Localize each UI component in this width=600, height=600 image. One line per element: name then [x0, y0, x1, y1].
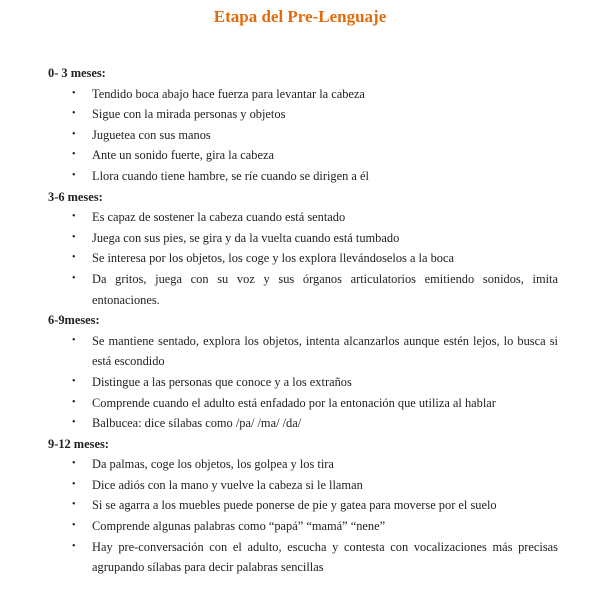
bullet-icon: •: [72, 108, 76, 120]
list-item-text: Da palmas, coge los objetos, los golpea y los tira: [92, 457, 334, 472]
bullet-list: [48, 331, 558, 434]
bullet-icon: •: [72, 272, 76, 284]
section-heading: 0- 3 meses:: [48, 66, 106, 80]
list-item-text: Juega con sus pies, se gira y da la vuelta cuando está tumbado: [92, 230, 400, 245]
bullet-icon: •: [72, 375, 76, 387]
bullet-icon: •: [72, 169, 76, 181]
bullet-icon: •: [72, 231, 76, 243]
section-6-9-months: [48, 310, 558, 434]
list-item: [48, 537, 558, 578]
bullet-icon: •: [72, 87, 76, 99]
list-item: [48, 516, 558, 537]
list-item-text: Comprende algunas palabras como “papá” “mamá” “nene”: [92, 519, 386, 534]
bullet-icon: •: [72, 417, 76, 429]
bullet-icon: •: [72, 499, 76, 511]
list-item: [48, 413, 558, 434]
list-item: [48, 454, 558, 475]
bullet-icon: •: [72, 478, 76, 490]
list-item-text: Sigue con la mirada personas y objetos: [92, 107, 286, 122]
bullet-icon: •: [72, 520, 76, 532]
section-9-12-months: [48, 434, 558, 578]
list-item: [48, 84, 558, 105]
bullet-list: [48, 454, 558, 578]
document-body: [48, 63, 558, 578]
bullet-icon: •: [72, 149, 76, 161]
list-item-text: Balbucea: dice sílabas como /pa/ /ma/ /da/: [92, 416, 302, 431]
list-item: [48, 207, 558, 228]
list-item-text: Distingue a las personas que conoce y a los extraños: [92, 374, 352, 389]
list-item: [48, 145, 558, 166]
list-item-text: Ante un sonido fuerte, gira la cabeza: [92, 148, 274, 163]
list-item-text: Llora cuando tiene hambre, se ríe cuando se dirigen a él: [92, 168, 369, 183]
list-item-text: Si se agarra a los muebles puede ponerse de pie y gatea para moverse por el suelo: [92, 498, 497, 513]
list-item: [48, 166, 558, 187]
bullet-icon: •: [72, 458, 76, 470]
section-0-3-months: [48, 63, 558, 187]
bullet-icon: •: [72, 252, 76, 264]
list-item: [48, 269, 558, 310]
list-item-text: Da gritos, juega con su voz y sus órganos articulatorios emitiendo sonidos, imita entonaciones.: [92, 271, 558, 307]
list-item-text: Hay pre-conversación con el adulto, escucha y contesta con vocalizaciones más precisas agrupando sílabas para decir palabras sencillas: [92, 539, 558, 575]
list-item: [48, 393, 558, 414]
bullet-list: [48, 84, 558, 187]
list-item: [48, 248, 558, 269]
list-item: [48, 372, 558, 393]
list-item-text: Comprende cuando el adulto está enfadado por la entonación que utiliza al hablar: [92, 395, 496, 410]
page-title: Etapa del Pre-Lenguaje: [213, 7, 387, 26]
section-heading: 3-6 meses:: [48, 189, 103, 204]
list-item: [48, 125, 558, 146]
section-heading: 9-12 meses:: [48, 436, 109, 451]
bullet-icon: •: [72, 128, 76, 140]
list-item-text: Se mantiene sentado, explora los objetos, intenta alcanzarlos aunque estén lejos, lo busca si está escondido: [92, 333, 558, 369]
bullet-list: [48, 207, 558, 310]
list-item-text: Juguetea con sus manos: [92, 127, 211, 142]
list-item: [48, 331, 558, 372]
bullet-icon: •: [72, 211, 76, 223]
bullet-icon: •: [72, 396, 76, 408]
bullet-icon: •: [72, 540, 76, 552]
list-item: [48, 104, 558, 125]
bullet-icon: •: [72, 334, 76, 346]
list-item-text: Tendido boca abajo hace fuerza para levantar la cabeza: [92, 86, 365, 101]
section-heading: 6-9meses:: [48, 313, 100, 328]
list-item-text: Es capaz de sostener la cabeza cuando está sentado: [92, 210, 346, 225]
list-item-text: Dice adiós con la mano y vuelve la cabeza si le llaman: [92, 477, 363, 492]
list-item: [48, 475, 558, 496]
list-item: [48, 495, 558, 516]
list-item-text: Se interesa por los objetos, los coge y los explora llevándoselos a la boca: [92, 251, 454, 266]
list-item: [48, 228, 558, 249]
section-3-6-months: [48, 187, 558, 311]
